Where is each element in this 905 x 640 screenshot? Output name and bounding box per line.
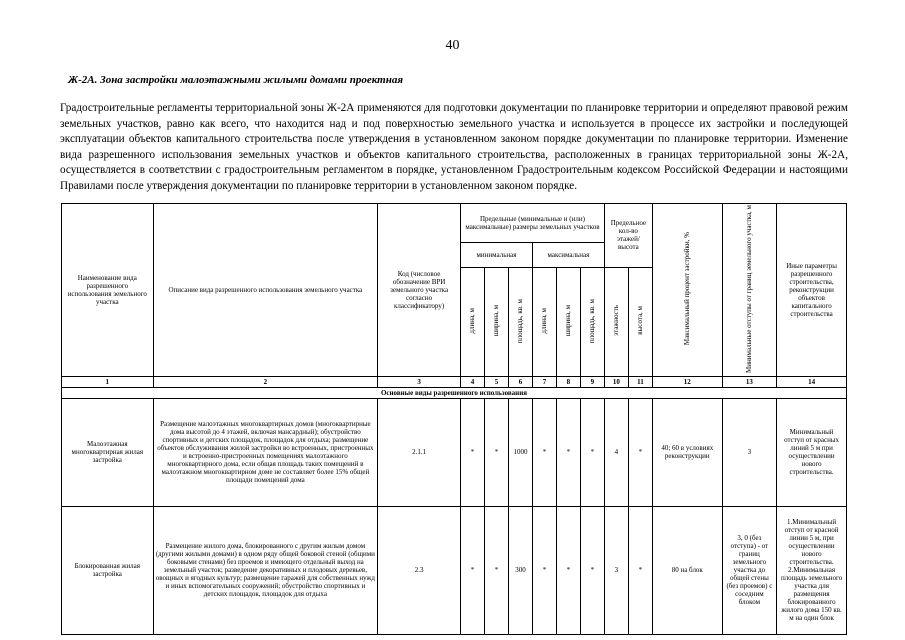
header-max-area: площадь, кв. м xyxy=(580,267,604,376)
row-max-area: * xyxy=(580,506,604,634)
header-height: высота, м xyxy=(628,267,652,376)
header-min-indent: Минимальные отступы от границ земельного участка, м xyxy=(722,204,777,377)
header-plot-limits: Предельные (минимальные и (или) максимальные) размеры земельных участков xyxy=(461,204,605,243)
column-number: 10 xyxy=(604,376,628,387)
section-title: Основные виды разрешенного использования xyxy=(62,387,847,398)
header-name: Наименование вида разрешенного использования земельного участка xyxy=(62,204,154,377)
column-number: 14 xyxy=(777,376,847,387)
row-min-width: * xyxy=(484,398,508,506)
header-min-length: длина, м xyxy=(461,267,485,376)
row-min-width: * xyxy=(484,506,508,634)
row-code: 2.3 xyxy=(378,506,461,634)
page-number: 40 xyxy=(445,38,460,53)
column-number: 12 xyxy=(652,376,722,387)
row-min-area: 300 xyxy=(508,506,532,634)
row-storeys: 3 xyxy=(604,506,628,634)
column-number: 1 xyxy=(62,376,154,387)
row-height: * xyxy=(628,506,652,634)
row-max-length: * xyxy=(532,506,556,634)
row-description: Размещение жилого дома, блокированного с другим жилым домом (другими жилыми домами) в одном ряду общей боковой стеной (общими боковыми стенами) без проемов и имеющего отдельный выход на земельный участок; разведение декоративных и плодовых деревьев, овощных и ягодных культур; размещение гаражей для собственных нужд и иных вспомогательных сооружений; обустройство спортивных и детских площадок, площадок для отдыха xyxy=(153,506,378,634)
zone-heading: Ж-2А. Зона застройки малоэтажными жилыми домами проектная xyxy=(68,74,403,86)
row-description: Размещение малоэтажных многоквартирных домов (многоквартирные дома высотой до 4 этажей, включая мансардный); обустройство спортивных и детских площадок, площадок для отдыха; размещение объектов обслуживания жилой застройки во встроенных, пристроенных и встроенно-пристроенных помещениях малоэтажного многоквартирного дома, если общая площадь таких помещений в малоэтажном многоквартирном доме не составляет более 15% общей площади помещений дома xyxy=(153,398,378,506)
row-build-percent: 80 на блок xyxy=(652,506,722,634)
header-min-width: ширина, м xyxy=(484,267,508,376)
header-minimum: минимальная xyxy=(461,242,533,267)
column-number: 7 xyxy=(532,376,556,387)
row-min-indent: 3, 0 (без отступа) - от границ земельного участка до общей стены (без проемов) с соседним блоком xyxy=(722,506,777,634)
header-other-params: Иные параметры разрешенного строительства, реконструкции объектов капитального строительства xyxy=(777,204,847,377)
table-row xyxy=(62,398,847,506)
header-floors: Предельное кол-во этажей/ высота xyxy=(604,204,652,268)
header-build-percent: Максимальный процент застройки, % xyxy=(652,204,722,377)
intro-paragraph: Градостроительные регламенты территориальной зоны Ж-2А применяются для подготовки документации по планировке территории и определяют правовой режим земельных участков, равно как всего, что находится над и под поверхностью земельного участка и используется в процессе их застройки и последующей эксплуатации объектов капитального строительства после утверждения в установленном законом порядке документации по планировке территории. Изменение вида разрешенного использования земельных участков и объектов капитального строительства, расположенных в границах территориальной зоны Ж-2А, осуществляется в соответствии с градостроительным регламентом в порядке, установленном Градостроительным кодексом Российской Федерации и настоящими Правилами после утверждения документации по планировке территории в установленном законом порядке. xyxy=(60,102,848,192)
column-number: 8 xyxy=(556,376,580,387)
column-number: 4 xyxy=(461,376,485,387)
column-number: 3 xyxy=(378,376,461,387)
row-code: 2.1.1 xyxy=(378,398,461,506)
column-number: 5 xyxy=(484,376,508,387)
row-height: * xyxy=(628,398,652,506)
header-storeys: этажность xyxy=(604,267,628,376)
row-min-area: 1000 xyxy=(508,398,532,506)
row-min-length: * xyxy=(461,398,485,506)
row-max-width: * xyxy=(556,506,580,634)
row-name: Малоэтажная многоквартирная жилая застройка xyxy=(62,398,154,506)
header-max-length: длина, м xyxy=(532,267,556,376)
row-max-width: * xyxy=(556,398,580,506)
header-min-area: площадь, кв. м xyxy=(508,267,532,376)
header-maximum: максимальная xyxy=(532,242,604,267)
header-code: Код (числовое обозначение ВРИ земельного участка согласно классификатору) xyxy=(378,204,461,377)
row-min-indent: 3 xyxy=(722,398,777,506)
table-row xyxy=(62,506,847,634)
regulations-table xyxy=(61,203,847,635)
row-build-percent: 40; 60 в условиях реконструкции xyxy=(652,398,722,506)
row-other-params: 1.Минимальный отступ от красной линии 5 м, при осуществлении нового строительства. 2.Минимальная площадь земельного участка для размещения блокированного жилого дома 150 кв. м на один блок xyxy=(777,506,847,634)
column-number: 11 xyxy=(628,376,652,387)
column-number: 2 xyxy=(153,376,378,387)
column-number: 13 xyxy=(722,376,777,387)
column-number: 6 xyxy=(508,376,532,387)
row-max-length: * xyxy=(532,398,556,506)
row-min-length: * xyxy=(461,506,485,634)
header-description: Описание вида разрешенного использования земельного участка xyxy=(153,204,378,377)
row-other-params: Минимальный отступ от красных линий 5 м при осуществлении нового строительства. xyxy=(777,398,847,506)
column-number: 9 xyxy=(580,376,604,387)
row-max-area: * xyxy=(580,398,604,506)
row-name: Блокированная жилая застройка xyxy=(62,506,154,634)
header-max-width: ширина, м xyxy=(556,267,580,376)
row-storeys: 4 xyxy=(604,398,628,506)
